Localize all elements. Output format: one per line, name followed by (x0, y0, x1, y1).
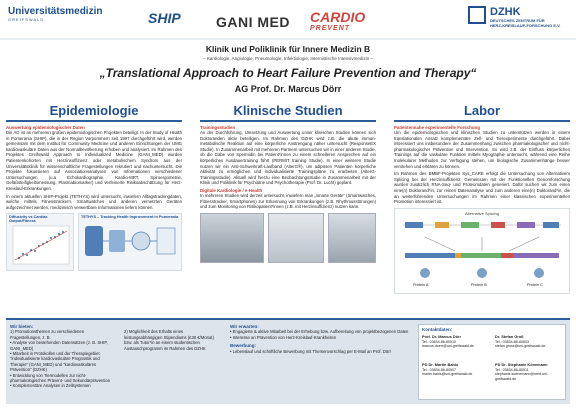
contact-person (495, 335, 565, 349)
klinische-studien-heading: Klinische Studien (233, 103, 343, 118)
smartwatch-photo (268, 213, 324, 263)
ship-logo: SHIP (148, 10, 181, 26)
contact-name: PD Dr. Stephanie Könemann (495, 362, 548, 367)
offer-line: • Analyse von bestehenden Datensätzen (z. B. SHIP, GANI_MED) (10, 340, 108, 351)
wir-bieten-col2 (124, 329, 222, 351)
poster-title: „Translational Approach to Heart Failure Prevention and Therapy“ (99, 66, 477, 80)
bottom-info-band (6, 318, 570, 404)
epi-paragraph-2: In einem aktuellen SHIP-Projekt (TETHYS) wird untersucht, inwiefern Alltagstrackingdaten, welche mittels Fitnesstrackern, Smartwatches und anderen vernetzten Geräten aufgezeichnet werden, medizinisch verwertbare Informationen liefern können. (6, 193, 182, 210)
klinische-studien-column (200, 103, 376, 265)
contact-person (495, 363, 565, 381)
klin-paragraph-2: In mehreren Studien wird derzeit untersucht, inwiefern man „smarte Geräte“ (Smartwatches, Fitnesstracker, Smartphones) zur Erkennung von Erkrankungen (z.B. Rhythmusstörungen) und zum Monitoring von Risikopatient*innen (z.B. mit Herzinsuffizienz) nutzen kann. (200, 192, 376, 210)
epidemiologie-heading: Epidemiologie (49, 103, 139, 118)
contact-phone: Tel.: 03834-86-80510 (422, 339, 456, 344)
wir-erwarten-col (230, 324, 410, 354)
protein-label: Protein A (413, 282, 429, 287)
epi-figure-1-caption: Diffusivity vs Cardiac Output/Fitness (9, 215, 48, 224)
offer-line: 1) Promotionsthemen zu verschiedenen Fragestellungen, z. B. (10, 329, 85, 340)
uni-logo-name: Universitätsmedizin (8, 6, 103, 17)
uni-logo-city: GREIFSWALD (8, 17, 45, 22)
fitness-tracker-photo (328, 213, 376, 263)
clinic-subtitle: – Kardiologie, Angiologie, Pneumologie, Infektiologie, Internistische Intensivmedizin – (203, 56, 373, 61)
contact-name: Dr. Stefan Groß (495, 334, 524, 339)
klin-paragraph-1: An der Durchführung, Umsetzung und Auswertung unser klinischen Studien können sich Doktoranden aktiv beteiligen. Im Rahmen des DZHK wird z.B. die akute immun-metabolische Reaktion auf eine körperliche Anstrengung näher untersucht (ResponseEX Studie). In Zusammenarbeit mit mehreren Partnern untersuchen wir in einer anderen Studie, ob die Gabe von Spermidin bei Patient*innen zu einem schnelleren Ansprechen auf ein körperliches Ausdauertraining führt (PERMIT training Studie). In einer weiteren Studie nutzen wir ein Anti-Schwerkraft-Laufband (AlterG®), um adipösen Patienten körperliche Aktivität zu ermöglichen und individualisierte Trainingspläne zu erarbeiten (AlterG-Trainingsstudie). Aktuell wird hierzu eine Beobachtungsstudie in Zusammenarbeit mit der Klinik und Poliklinik für Psychiatrie und Psychotherapie (Prof. Dr. Lucht) geplant. (200, 130, 376, 186)
offer-line: 2) Möglichkeit des Erhalts eines leistungsabhängigen Stipendiums (£30 €/Monat) bzw. als Tutor*in an einem studentischen Austauschprogramm im Rahmen des DZHK (124, 329, 214, 351)
contact-email[interactable]: stephanie.koenemann@med.uni-greifswald.de (495, 372, 548, 381)
labor-column (394, 103, 570, 294)
uni-logo (8, 6, 106, 32)
protein-label: Protein B (471, 282, 487, 287)
offer-line: • Komplementäre Analysen in Zellsystemen (10, 383, 91, 389)
dzhk-sub2: HERZ-KREISLAUF-FORSCHUNG E.V. (490, 23, 561, 28)
dzhk-name: DZHK (490, 6, 521, 18)
epi-scatter-figure (6, 213, 74, 271)
epidemiologie-column (6, 103, 182, 273)
wir-bieten-col1 (10, 324, 116, 389)
expect-line: • Engagierte & aktive Mitarbeit bei der Erhebung bzw. Aufbereitung von projektbezogenen Daten (230, 329, 409, 335)
contact-person (422, 363, 492, 377)
dzhk-box-icon (468, 6, 486, 24)
tethys-diagram-graphic (79, 220, 181, 266)
klin-section-2-title: Digitale Kardiologie / e-Health (200, 187, 263, 193)
application-line: • Lebenslauf und schriftliche Bewerbung mit Themenvorschlag per E-Mail an Prof. Dörr (230, 348, 392, 354)
labor-paragraph-1: Um die epidemiologischen und klinischen Studien zu unterstützen werden in einem translationalen Ansatz komplementäre Zell- und Tierexperimente durchgeführt. Dabei interessiert uns insbesondere der Zusammenhang zwischen pharmakologischer und nicht-pharmakologischer Prävention und Intervention. So wird z.B. der Einfluss körperlichen Trainings auf die vaskuläre Funktion mittels Myographie untersucht, während eine Reihe molekularer Methoden zur Verfügung stehen, um biologische Zusammenhänge besser verstehen und erklären zu können. (394, 130, 570, 169)
column-rule (394, 120, 570, 122)
expect-line: • Interesse an Prävention von Herz-Kreislauf-Krankheiten (230, 334, 337, 340)
wir-erwarten-label: Wir erwarten: (230, 324, 259, 329)
ganimed-logo: GANI MED (216, 14, 290, 30)
offer-line: • Mitarbeit in Protokollen und der Therapiegebiet "individualisierte kardiovaskuläre Prognostik und Therapie" (GANI_MED) und "kardiovaskuläres Prävention" (DZHK) (10, 351, 100, 373)
dzhk-logo (468, 6, 561, 28)
wir-bieten-label: Wir bieten: (10, 324, 34, 329)
contact-name: PD Dr. Martin Bahls (422, 362, 459, 367)
epi-section-title: Auswertung epidemiologischer Daten (6, 125, 85, 130)
epi-paragraph-1: Die AG ist an mehreren großen epidemiologischen Projekten beteiligt. In der Study of Health in Pomerania (SHIP), die in der Region Vorpommern seit 1997 durchgeführt wird, werden gemeinsam mit dem Institut für Community Medicine und anderen Einrichtungen der UMG kardiovaskuläre Daten aus der Normalbevölkerung erhoben und analysiert. Im Rahmen des Projektes Greifswald Approach to Individualized Medicine (GANI_MED) wurden Patientenkohorten mit Herzinsuffizienz oder metabolischem Syndrom aus der Universitätsklinik für wissenschaftliche Fragestellungen rekrutiert und nachuntersucht. Die Projekte fokussieren auf Assoziationsanalysen von Informationen verschiedener Untersuchungen (u.a Echokardiographie, Kardio-MRT, Spiroergometrie, Gefäßsteifigkeitsmessung, Plasmabiomarker) und verfeinerte Risikoabschätzung für Herz-Kreislauf-Erkrankungen. (6, 130, 182, 191)
splicing-diagram-legend: Alternative Splicing (464, 210, 500, 216)
contact-person (422, 335, 492, 349)
bewerbung-label: Bewerbung: (230, 343, 257, 349)
offer-line: • Entwicklung von Tiermodellen zur nicht-pharmakologischen Prävent- und Sekundärprävention (10, 372, 111, 384)
klin-section-1-title: Trainingsstudien (200, 125, 236, 130)
contact-phone: Tel.: 03834-86-80603 (495, 339, 529, 344)
contact-email[interactable]: stefan.gross@uni-greifswald.de (495, 344, 546, 349)
dzhk-sub1: DEUTSCHES ZENTRUM FÜR (490, 18, 545, 23)
epi-figure-2-caption: TETHYS – Tracking Health Improvement in Pomerania (81, 215, 179, 220)
protein-label: Protein C (527, 282, 543, 287)
contact-email[interactable]: martin.bahls@uni-greifswald.de (422, 372, 473, 377)
contact-name: Prof. Dr. Marcus Dörr (422, 334, 462, 339)
cardio-logo-sub: PREVENT (310, 25, 351, 32)
splicing-diagram-graphic (395, 209, 569, 293)
column-rule (6, 120, 182, 122)
cardio-prevent-logo (310, 9, 365, 32)
labor-section-title: Patientennahe experimentelle Forschung (394, 125, 480, 130)
cardio-logo-main: CARDIO (310, 9, 366, 25)
scatter-plot-graphic (7, 224, 73, 270)
treadmill-photo (200, 213, 264, 263)
contact-label: Kontaktdaten: (422, 327, 453, 332)
epi-tethys-figure (78, 213, 182, 271)
poster-author: AG Prof. Dr. Marcus Dörr (234, 84, 342, 94)
contact-email[interactable]: marcus.doerr@uni-greifswald.de (422, 344, 474, 349)
splicing-diagram (394, 208, 570, 294)
column-rule (200, 120, 376, 122)
contact-box (418, 324, 566, 400)
clinic-name: Klinik und Poliklinik für Innere Medizin B (205, 44, 371, 54)
labor-heading: Labor (463, 103, 501, 118)
contact-phone: Tel.: 03834-86-80507 (422, 367, 456, 372)
contact-phone: Tel.: 03834-86-80511 (495, 367, 529, 372)
labor-paragraph-2: Im Rahmen des BMBF-Projektes Sys_CARE erfolgt die Untersuchung von Alternativem Splicing bei der Herzinsuffizienz. Gemeinsam mit der Funktionellen Genomforschung wurden zusätzlich RNA-Seq- und Proteomdaten generiert. Dafür suchen wir zum einen eine(n) Doktorand*in, zur reinen Datenanalyse und zum anderen eine(n) Doktorand*in, die an weiterführenden Untersuchungen im Rahmen einer klassischen experimentellen Promotion interessiert ist. (394, 171, 570, 205)
header-divider (0, 38, 576, 40)
